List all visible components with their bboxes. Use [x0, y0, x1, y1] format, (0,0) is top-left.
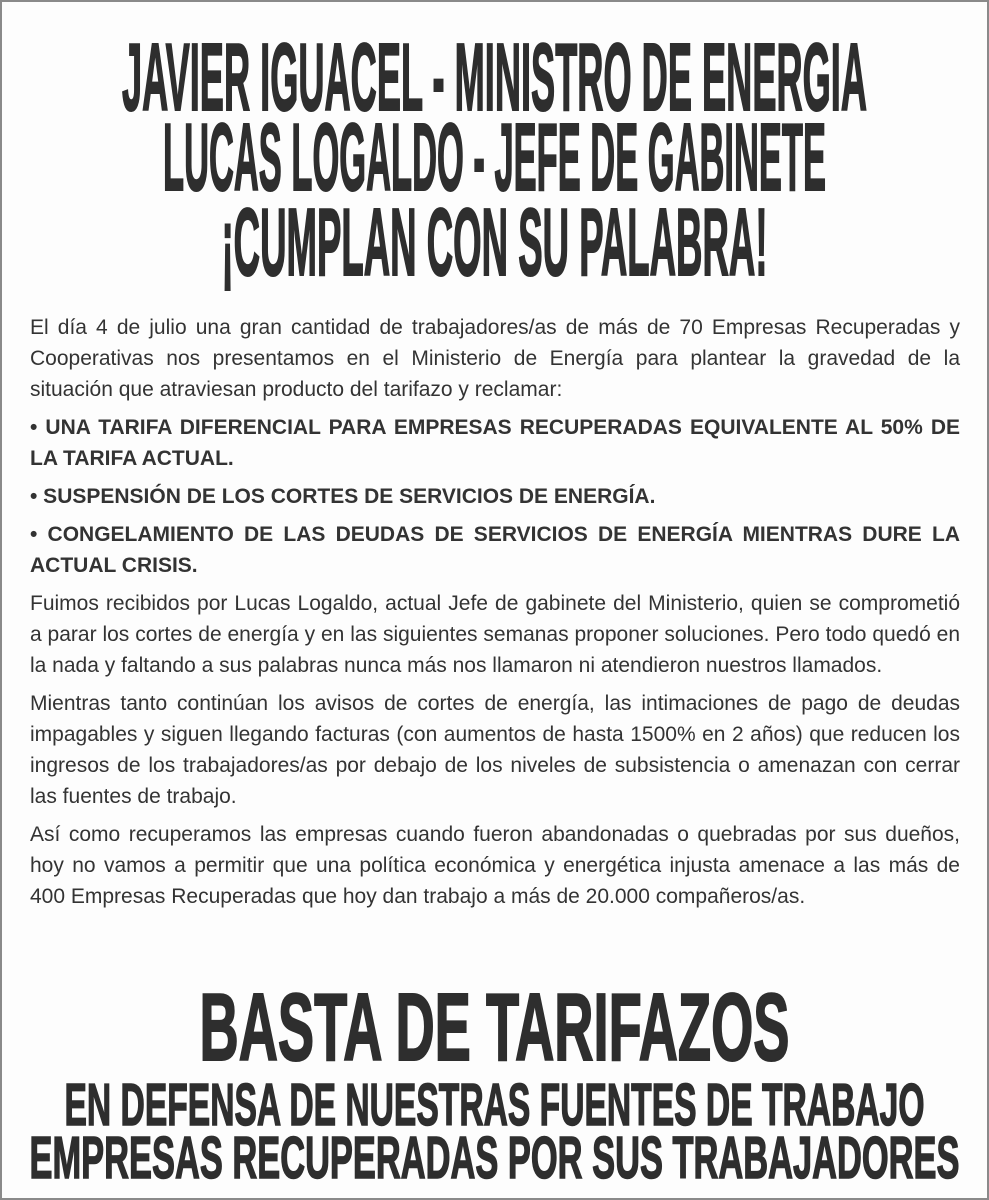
demand-item: • UNA TARIFA DIFERENCIAL PARA EMPRESAS RECUPERADAS EQUIVALENTE AL 50% DE LA TARIFA ACTUAL. — [30, 416, 960, 470]
headline-line-3 — [0, 195, 989, 291]
footer-text: EN DEFENSA DE NUESTRAS FUENTES DE TRABAJO — [64, 1074, 925, 1133]
headline-line-2 — [0, 110, 989, 206]
footer-text: EMPRESAS RECUPERADAS POR SUS TRABAJADORES — [29, 1127, 960, 1186]
demand-item: • SUSPENSIÓN DE LOS CORTES DE SERVICIOS DE ENERGÍA. — [30, 485, 656, 508]
footer-line-1 — [0, 1074, 989, 1133]
headline-text: LUCAS LOGALDO - JEFE DE GABINETE — [163, 110, 826, 206]
intro-paragraph: El día 4 de julio una gran cantidad de trabajadores/as de más de 70 Empresas Recuperadas y Cooperativas nos presentamos en el Ministerio de Energía para plantear la gravedad de la situación que atraviesan producto del tarifazo y reclamar: — [30, 316, 960, 401]
demand-item: • CONGELAMIENTO DE LAS DEUDAS DE SERVICIOS DE ENERGÍA MIENTRAS DURE LA ACTUAL CRISIS. — [30, 523, 960, 577]
footer-line-2 — [0, 1127, 989, 1186]
slogan-text: BASTA DE TARIFAZOS — [199, 980, 790, 1076]
paragraph: Mientras tanto continúan los avisos de cortes de energía, las intimaciones de pago de deudas impagables y siguen llegando facturas (con aumentos de hasta 1500% en 2 años) que reducen los ingresos de los trabajadores/as por debajo de los niveles de subsistencia o amenazan con cerrar las fuentes de trabajo. — [30, 692, 960, 808]
headline-text: ¡CUMPLAN CON SU PALABRA! — [221, 195, 768, 291]
paragraph: Fuimos recibidos por Lucas Logaldo, actual Jefe de gabinete del Ministerio, quien se comprometió a parar los cortes de energía y en las siguientes semanas proponer soluciones. Pero todo quedó en la nada y faltando a sus palabras nunca más nos llamaron ni atendieron nuestros llamados. — [30, 592, 960, 677]
headline-text: JAVIER IGUACEL - MINISTRO DE ENERGIA — [122, 30, 867, 126]
footer-slogan — [0, 980, 989, 1076]
paragraph: Así como recuperamos las empresas cuando fueron abandonadas o quebradas por sus dueños, hoy no vamos a permitir que una política económica y energética injusta amenace a las más de 400 Empresas Recuperadas que hoy dan trabajo a más de 20.000 compañeros/as. — [30, 823, 960, 908]
body-text — [30, 312, 960, 919]
